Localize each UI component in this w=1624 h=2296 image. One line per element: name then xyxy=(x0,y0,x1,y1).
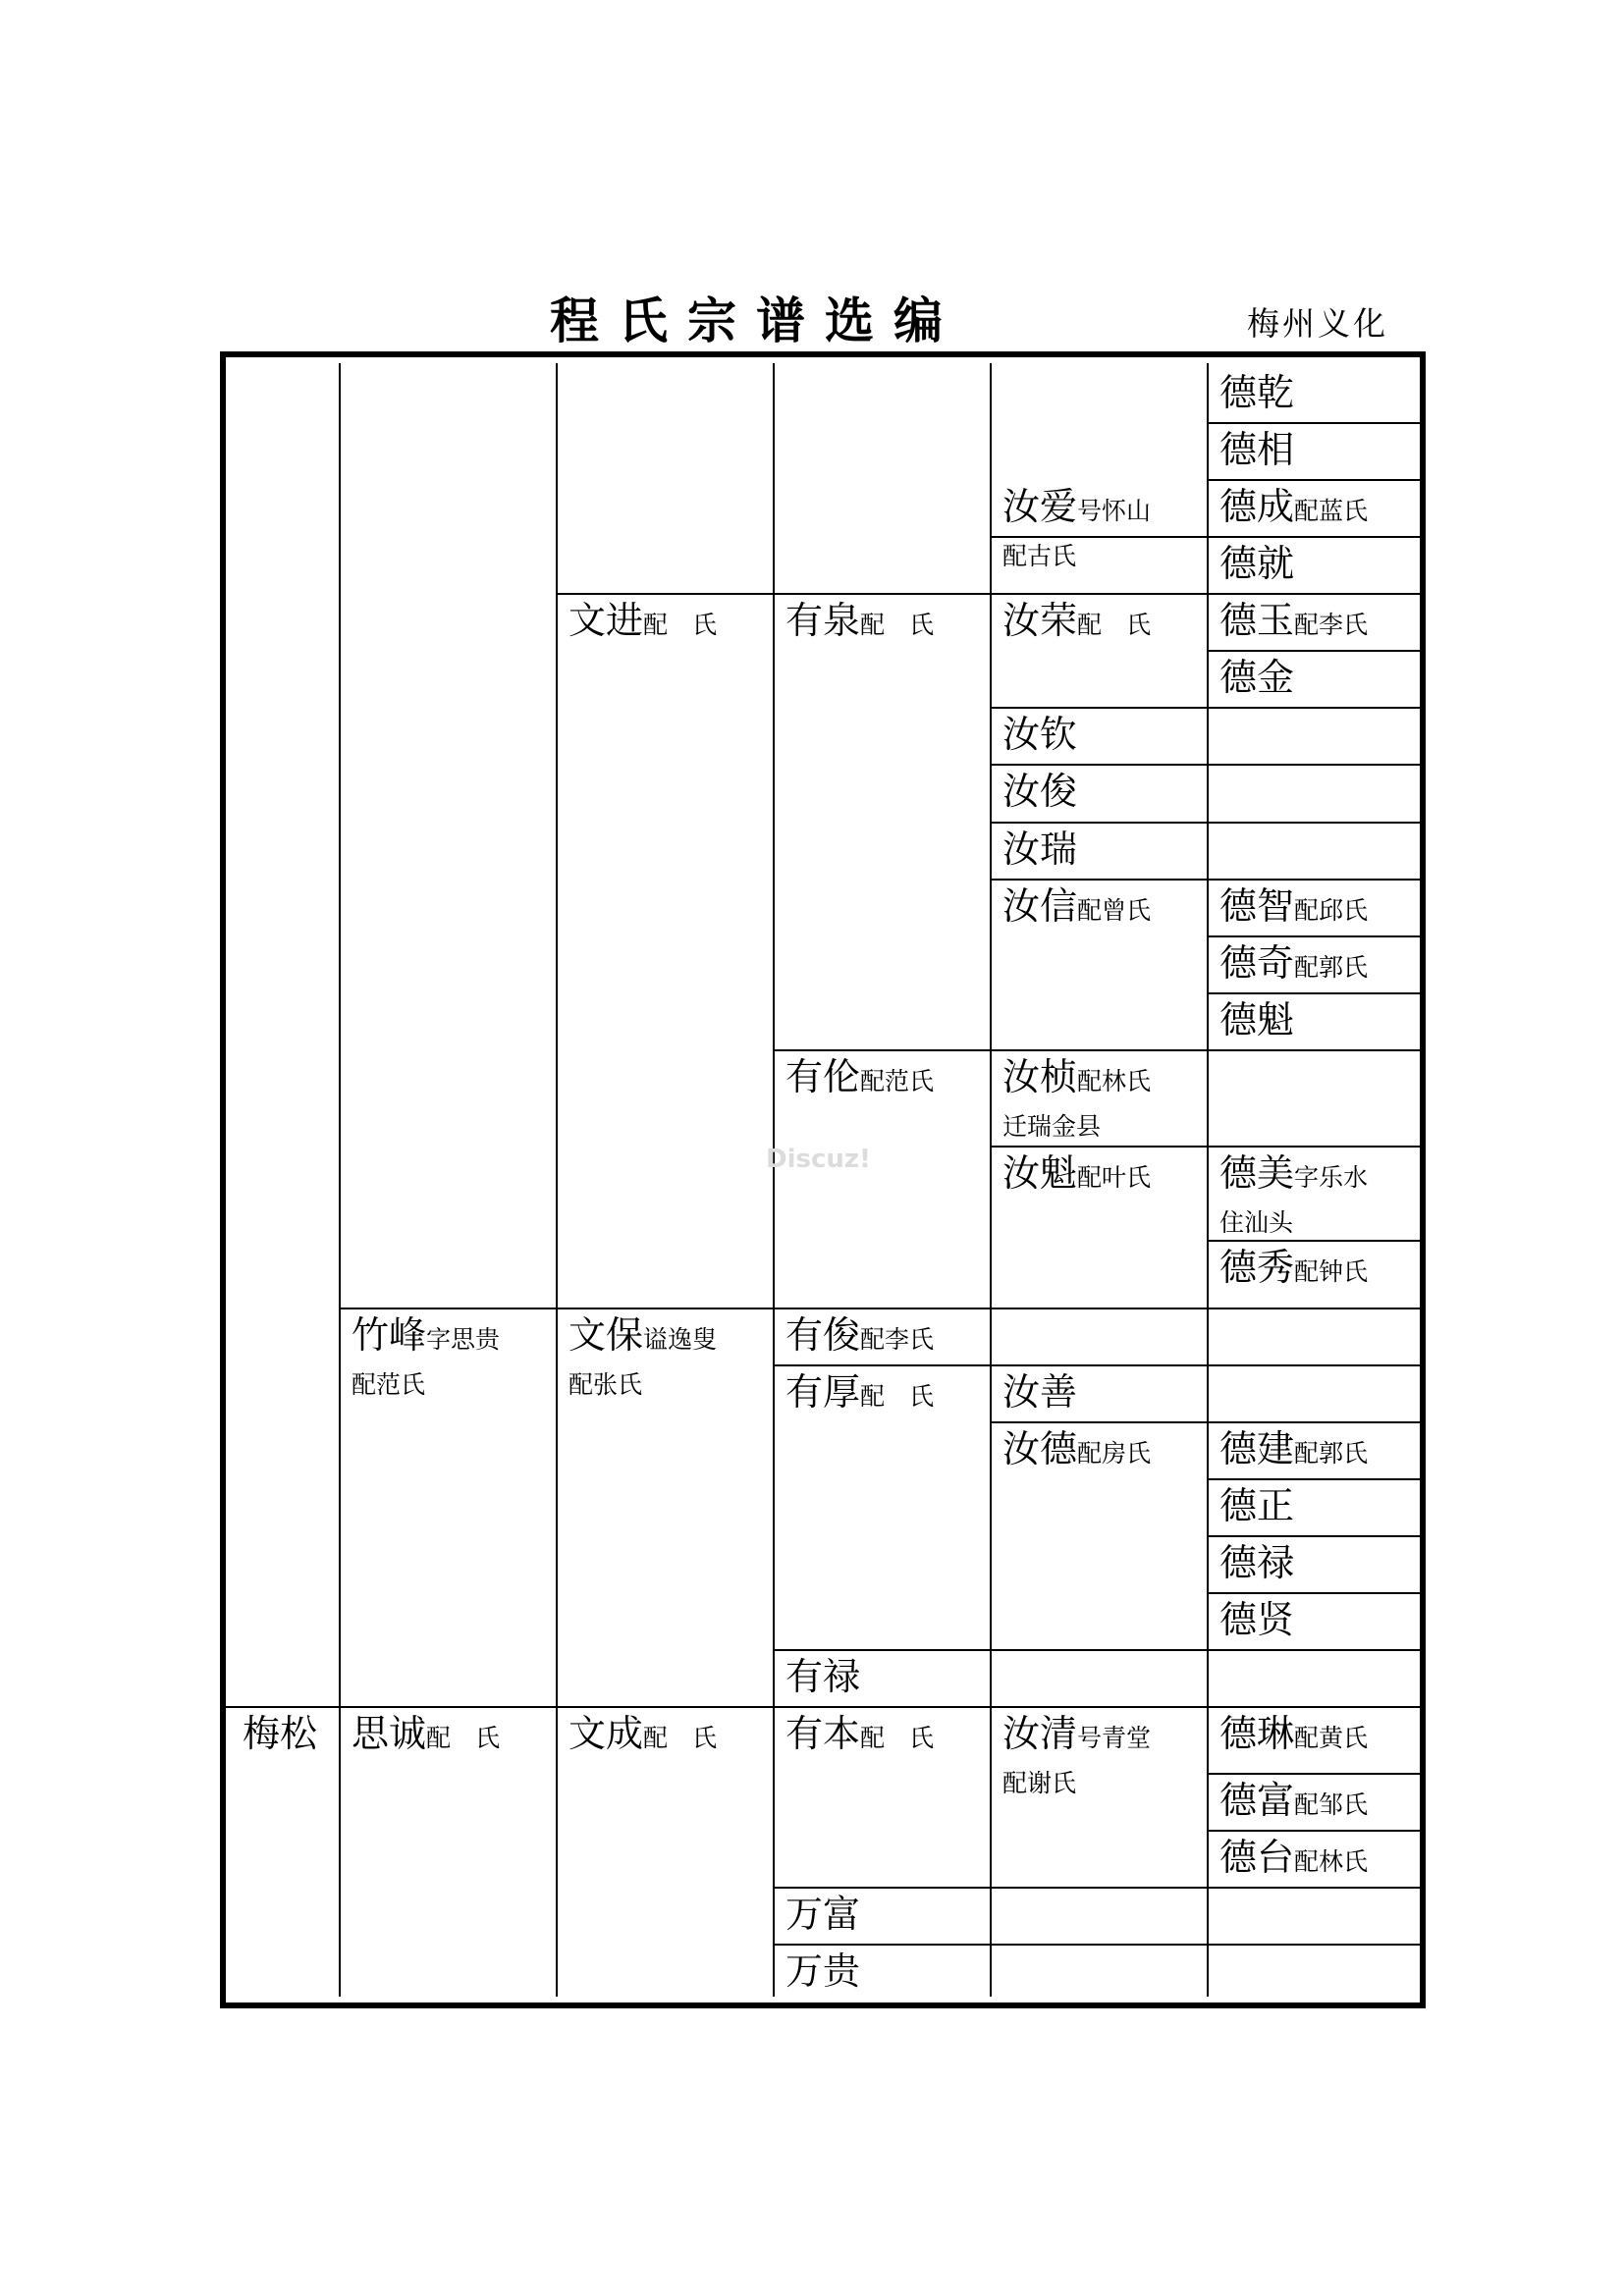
person-entry: 汝桢配林氏 迁瑞金县 xyxy=(1002,1055,1152,1141)
person-entry: 德玉配李氏 xyxy=(1219,599,1369,642)
person-entry: 汝俊 xyxy=(1002,770,1078,813)
person-entry: 德建配郭氏 xyxy=(1219,1427,1369,1470)
person-entry: 汝荣配 氏 xyxy=(1002,599,1152,642)
person-entry: 德秀配钟氏 xyxy=(1219,1246,1369,1289)
person-entry: 有俊配李氏 xyxy=(785,1313,935,1357)
person-entry: 德魁 xyxy=(1219,998,1295,1041)
person-entry: 德相 xyxy=(1219,428,1295,471)
column-divider xyxy=(773,363,775,1997)
person-entry: 万富 xyxy=(785,1893,861,1936)
person-entry: 有本配 氏 xyxy=(785,1712,935,1755)
person-entry: 德智配邱氏 xyxy=(1219,884,1369,928)
publisher-label: 梅州义化 xyxy=(1247,304,1388,343)
person-entry: 梅松 xyxy=(243,1712,318,1755)
person-entry: 文进配 氏 xyxy=(568,599,718,642)
person-entry: 文保谥逸叟 配张氏 xyxy=(568,1313,718,1399)
person-entry: 文成配 氏 xyxy=(568,1712,718,1755)
person-entry: 德台配林氏 xyxy=(1219,1836,1369,1879)
person-entry: 德乾 xyxy=(1219,371,1295,414)
person-entry: 汝德配房氏 xyxy=(1002,1427,1152,1470)
person-entry: 汝善 xyxy=(1002,1370,1078,1414)
person-entry: 德正 xyxy=(1219,1484,1295,1527)
column-divider xyxy=(339,363,341,1997)
person-entry: 德美字乐水 住汕头 xyxy=(1219,1151,1369,1237)
person-entry: 思诚配 氏 xyxy=(352,1712,501,1755)
person-entry: 汝瑞 xyxy=(1002,828,1078,871)
row-divider xyxy=(773,1649,1420,1651)
person-entry: 德成配蓝氏 xyxy=(1219,485,1369,528)
person-entry: 汝爱号怀山 配古氏 xyxy=(1002,485,1152,570)
person-entry: 德就 xyxy=(1219,542,1295,585)
person-entry: 德禄 xyxy=(1219,1541,1295,1584)
person-entry: 竹峰字思贵 配范氏 xyxy=(352,1313,501,1399)
person-entry: 有伦配范氏 xyxy=(785,1055,935,1098)
person-entry: 德金 xyxy=(1219,656,1295,699)
watermark: Discuz! xyxy=(766,1145,871,1174)
person-entry: 德琳配黄氏 xyxy=(1219,1712,1369,1755)
person-entry: 万贵 xyxy=(785,1949,861,1993)
column-divider xyxy=(990,363,992,1997)
person-entry: 有泉配 氏 xyxy=(785,599,935,642)
person-entry: 汝清号青堂 配谢氏 xyxy=(1002,1712,1152,1797)
person-entry: 有厚配 氏 xyxy=(785,1370,935,1414)
person-entry: 汝钦 xyxy=(1002,713,1078,756)
page-title: 程氏宗谱选编 xyxy=(550,292,962,349)
column-divider xyxy=(556,363,558,1997)
person-entry: 汝信配曾氏 xyxy=(1002,884,1152,928)
row-divider xyxy=(773,1944,1420,1946)
person-entry: 有禄 xyxy=(785,1655,861,1698)
person-entry: 德富配邹氏 xyxy=(1219,1779,1369,1822)
person-entry: 德贤 xyxy=(1219,1598,1295,1641)
column-divider xyxy=(1207,363,1209,1997)
person-entry: 德奇配郭氏 xyxy=(1219,941,1369,985)
person-entry: 汝魁配叶氏 xyxy=(1002,1151,1152,1195)
